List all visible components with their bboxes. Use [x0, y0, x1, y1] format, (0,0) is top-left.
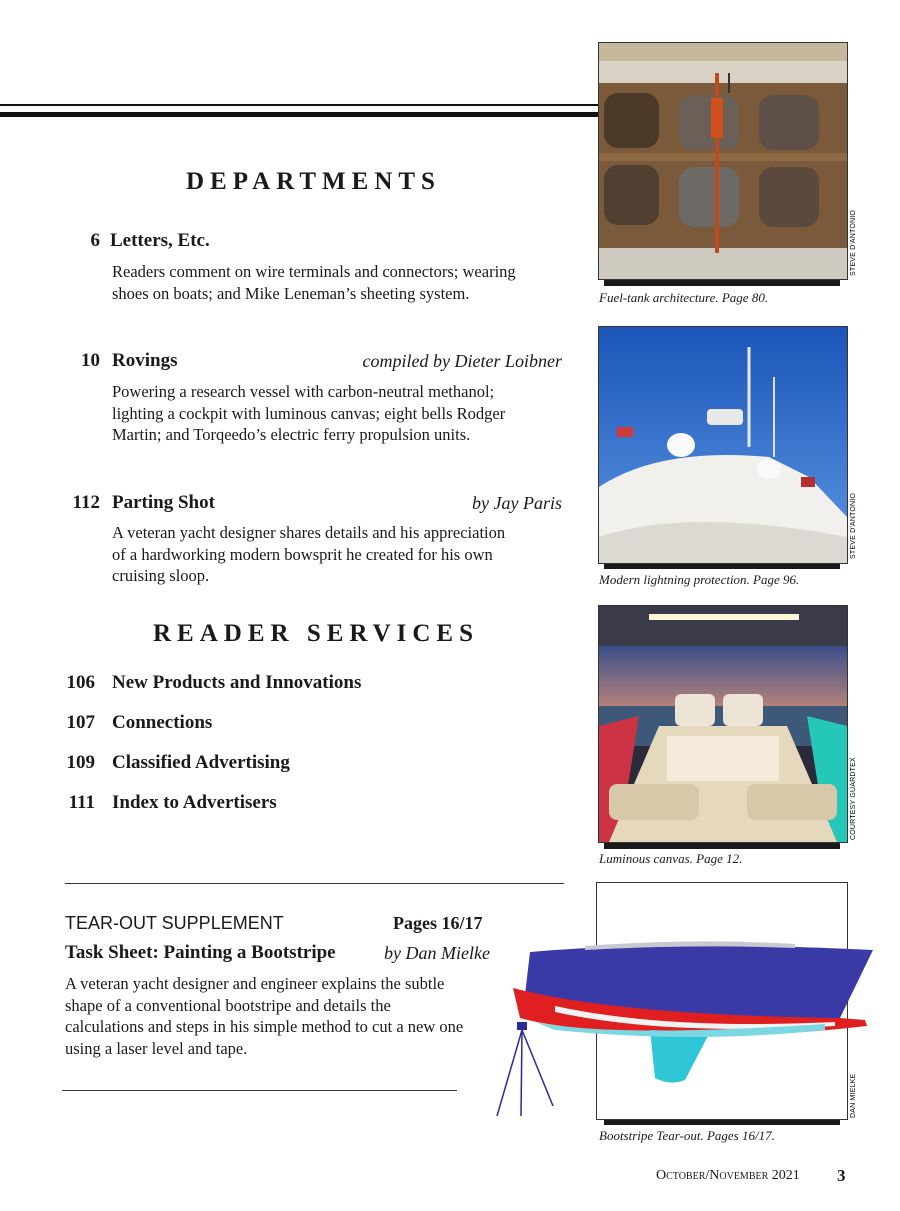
photo-shadow [604, 843, 840, 849]
top-rule-thick [0, 112, 598, 117]
top-rule-thin [0, 104, 598, 106]
departments-heading: DEPARTMENTS [186, 168, 441, 195]
photo-credit: COURTESY GUARDTEX [850, 757, 857, 840]
service-title[interactable]: New Products and Innovations [112, 672, 362, 693]
service-number: 106 [66, 672, 95, 693]
service-title[interactable]: Connections [112, 712, 213, 733]
supplement-top-rule [65, 883, 564, 884]
service-title[interactable]: Index to Advertisers [112, 792, 277, 813]
reader-services-heading: READER SERVICES [153, 620, 479, 647]
bootstripe-illustration [495, 940, 875, 1180]
dept-number: 6 [90, 230, 100, 251]
fuel-tank-image [599, 43, 847, 279]
supplement-label: TEAR-OUT SUPPLEMENT [65, 913, 284, 933]
photo-caption: Fuel-tank architecture. Page 80. [599, 290, 769, 305]
supplement-bottom-rule [62, 1090, 457, 1091]
supplement-pages: Pages 16/17 [393, 913, 483, 933]
dept-author: compiled by Dieter Loibner [362, 351, 562, 371]
service-number: 109 [66, 752, 95, 773]
lightning-photo [598, 326, 848, 564]
luminous-canvas-image [599, 606, 847, 842]
lightning-image [599, 327, 847, 563]
photo-shadow [604, 280, 840, 286]
task-sheet-description: A veteran yacht designer and engineer explains the subtle shape of a conventional bootstripe and details the calculations and steps in his simple method to cut a new one using a laser level and tape. [65, 974, 464, 1058]
service-number: 107 [66, 712, 95, 733]
dept-number: 112 [72, 492, 100, 513]
dept-number: 10 [81, 350, 100, 371]
service-number: 111 [68, 792, 95, 813]
dept-description: A veteran yacht designer shares details and his appreciation of a hardworking modern bowsprit he created for his own cruising sloop. [112, 523, 506, 585]
dept-title[interactable]: Rovings [112, 350, 178, 371]
dept-description: Powering a research vessel with carbon-neutral methanol; lighting a cockpit with luminous canvas; eight bells Rodger Martin; and Torqeedo’s electric ferry propulsion units. [112, 382, 506, 444]
luminous-canvas-photo [598, 605, 848, 843]
service-title[interactable]: Classified Advertising [112, 752, 290, 773]
dept-title[interactable]: Parting Shot [112, 492, 215, 513]
photo-caption: Bootstripe Tear-out. Pages 16/17. [599, 1128, 775, 1143]
dept-title[interactable]: Letters, Etc. [110, 230, 210, 251]
task-sheet-author: by Dan Mielke [384, 943, 490, 963]
page-number: 3 [837, 1166, 846, 1185]
issue-date: October/November 2021 [656, 1168, 800, 1183]
task-sheet-title[interactable]: Task Sheet: Painting a Bootstripe [65, 942, 336, 963]
photo-credit: STEVE D'ANTONIO [850, 209, 857, 276]
photo-caption: Modern lightning protection. Page 96. [599, 572, 800, 587]
photo-credit: STEVE D'ANTONIO [850, 492, 857, 559]
photo-caption: Luminous canvas. Page 12. [599, 851, 743, 866]
dept-description: Readers comment on wire terminals and connectors; wearing shoes on boats; and Mike Leneman’s sheeting system. [112, 262, 516, 303]
fuel-tank-photo [598, 42, 848, 280]
dept-author: by Jay Paris [472, 493, 562, 513]
photo-credit: DAN MIELKE [850, 1073, 857, 1118]
